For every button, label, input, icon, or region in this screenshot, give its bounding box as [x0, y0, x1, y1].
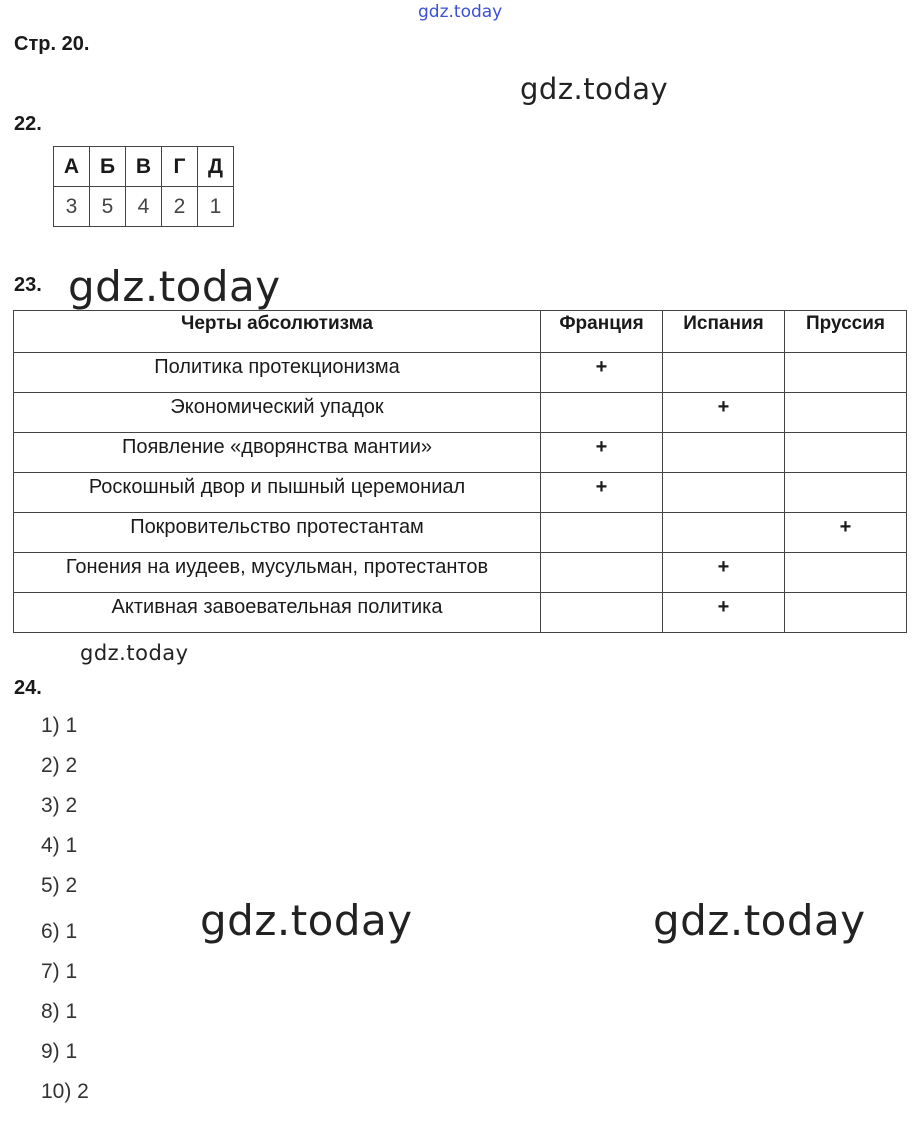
table-cell: 2: [162, 187, 198, 227]
mark-cell: [541, 393, 662, 396]
mark-cell: [663, 433, 784, 436]
table-header-cell: Черты абсолютизма: [14, 311, 541, 353]
task-23-number: 23.: [14, 274, 42, 296]
list-item: 3) 2: [41, 794, 78, 817]
table-row: [14, 473, 907, 513]
mark-cell: +: [839, 516, 852, 538]
watermark: gdz.today: [68, 262, 281, 311]
mark-cell: [663, 473, 784, 476]
table-row: [14, 433, 907, 473]
mark-cell: [785, 353, 906, 356]
table-header-cell: Пруссия: [785, 311, 907, 353]
feature-cell: Активная завоевательная политика: [111, 596, 443, 618]
mark-cell: +: [717, 556, 730, 578]
table-header-cell: Б: [90, 147, 126, 187]
watermark: gdz.today: [200, 896, 413, 945]
table-row: [14, 353, 907, 393]
list-item: 5) 2: [41, 874, 78, 897]
watermark-top: gdz.today: [418, 2, 503, 22]
mark-cell: [663, 513, 784, 516]
list-item: 10) 2: [41, 1080, 89, 1103]
watermark: gdz.today: [653, 896, 866, 945]
table-header-cell: Г: [162, 147, 198, 187]
table-header-cell: Д: [198, 147, 234, 187]
list-item: 4) 1: [41, 834, 78, 857]
task-23-table: [13, 310, 907, 633]
mark-cell: [785, 473, 906, 476]
table-cell: 3: [54, 187, 90, 227]
table-cell: 4: [126, 187, 162, 227]
mark-cell: [541, 553, 662, 556]
feature-cell: Покровительство протестантам: [130, 516, 424, 538]
table-row: [14, 513, 907, 553]
mark-cell: [663, 353, 784, 356]
table-header-cell: А: [54, 147, 90, 187]
mark-cell: [785, 553, 906, 556]
task-24-number: 24.: [14, 677, 42, 699]
table-row: [14, 553, 907, 593]
table-row: [14, 593, 907, 633]
mark-cell: [541, 593, 662, 596]
feature-cell: Политика протекционизма: [154, 356, 400, 378]
list-item: 2) 2: [41, 754, 78, 777]
table-cell: 5: [90, 187, 126, 227]
list-item: 8) 1: [41, 1000, 78, 1023]
mark-cell: [541, 513, 662, 516]
watermark: gdz.today: [80, 641, 189, 665]
table-row: [14, 393, 907, 433]
mark-cell: +: [595, 356, 608, 378]
watermark: gdz.today: [520, 72, 669, 106]
mark-cell: +: [595, 436, 608, 458]
feature-cell: Экономический упадок: [170, 396, 384, 418]
table-header-cell: В: [126, 147, 162, 187]
list-item: 7) 1: [41, 960, 78, 983]
task-22-table: [53, 146, 234, 227]
list-item: 6) 1: [41, 920, 78, 943]
table-cell: 1: [198, 187, 234, 227]
feature-cell: Гонения на иудеев, мусульман, протестантов: [65, 556, 489, 578]
feature-cell: Роскошный двор и пышный церемониал: [88, 476, 466, 498]
mark-cell: [785, 393, 906, 396]
task-22-number: 22.: [14, 113, 42, 135]
mark-cell: +: [717, 396, 730, 418]
task-24-answer-list: [41, 711, 89, 1117]
list-item: 1) 1: [41, 714, 78, 737]
mark-cell: +: [717, 596, 730, 618]
feature-cell: Появление «дворянства мантии»: [121, 436, 433, 458]
mark-cell: +: [595, 476, 608, 498]
table-header-cell: Испания: [663, 311, 785, 353]
mark-cell: [785, 433, 906, 436]
page-label: Стр. 20.: [14, 33, 90, 55]
table-header-cell: Франция: [541, 311, 663, 353]
list-item: 9) 1: [41, 1040, 78, 1063]
mark-cell: [785, 593, 906, 596]
